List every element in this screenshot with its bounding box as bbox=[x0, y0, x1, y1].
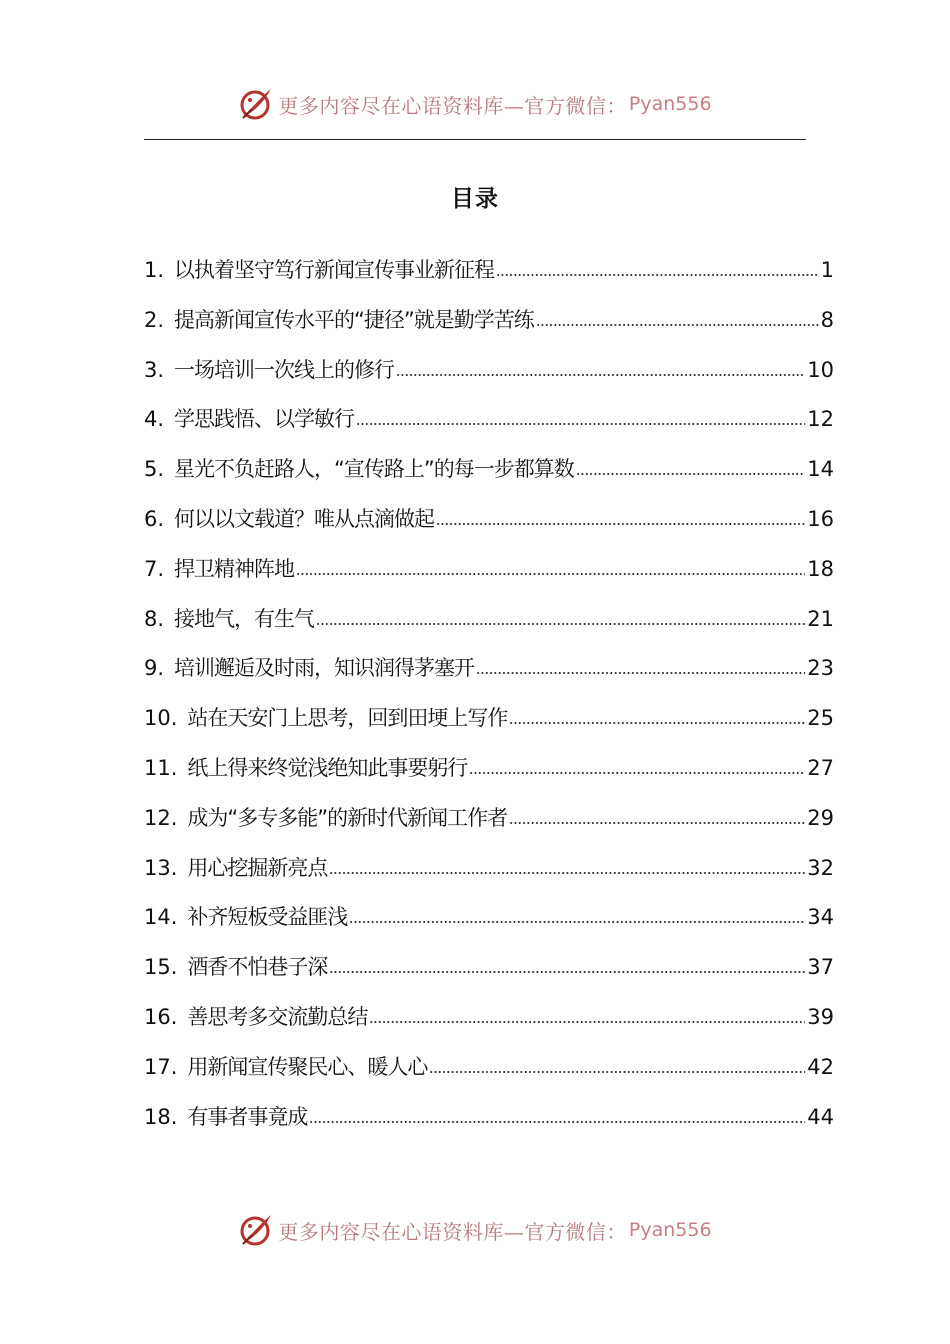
toc-entry-page-number: 21 bbox=[807, 606, 834, 631]
toc-entry-page-number: 10 bbox=[807, 357, 834, 382]
header-divider bbox=[144, 139, 806, 140]
toc-entry[interactable] bbox=[144, 552, 834, 602]
toc-entry-page-number: 39 bbox=[807, 1004, 834, 1029]
toc-entry-number: 7. bbox=[144, 556, 165, 581]
toc-entry-number: 14. bbox=[144, 905, 178, 930]
toc-entry-page-number: 27 bbox=[807, 755, 834, 780]
toc-entry-title: 培训邂逅及时雨，知识润得茅塞开 bbox=[174, 656, 475, 681]
toc-dot-leader bbox=[476, 672, 805, 674]
toc-dot-leader bbox=[369, 1021, 805, 1023]
toc-entry-page-number: 29 bbox=[807, 805, 834, 830]
toc-entry[interactable] bbox=[144, 950, 834, 1000]
toc-entry-page-number: 44 bbox=[807, 1104, 834, 1129]
toc-dot-leader bbox=[469, 772, 805, 774]
toc-entry-title: 以执着坚守笃行新闻宣传事业新征程 bbox=[174, 258, 495, 282]
toc-entry-title: 成为“多专多能”的新时代新闻工作者 bbox=[187, 805, 508, 830]
quill-logo-icon bbox=[238, 86, 274, 122]
toc-entry-title: 用心挖掘新亮点 bbox=[187, 855, 328, 880]
toc-entry-title: 何以以文载道？唯从点滴做起 bbox=[174, 506, 435, 531]
toc-entry-page-number: 34 bbox=[807, 905, 834, 930]
header-banner bbox=[0, 82, 950, 126]
toc-entry-number: 15. bbox=[144, 955, 178, 980]
toc-dot-leader bbox=[296, 573, 805, 575]
toc-dot-leader bbox=[496, 274, 819, 276]
toc-entry-number: 4. bbox=[144, 407, 165, 432]
toc-entry-title: 站在天安门上思考，回到田埂上写作 bbox=[187, 706, 508, 731]
toc-entry-page-number: 14 bbox=[807, 457, 834, 482]
header-banner-wechat-id: Pyan556 bbox=[628, 93, 712, 115]
toc-dot-leader bbox=[536, 324, 819, 326]
toc-entry-number: 16. bbox=[144, 1004, 178, 1029]
toc-entry-title: 善思考多交流勤总结 bbox=[187, 1004, 368, 1029]
footer-banner bbox=[0, 1208, 950, 1252]
toc-entry-page-number: 23 bbox=[807, 656, 834, 681]
toc-entry[interactable] bbox=[144, 452, 834, 502]
header-banner-text: 更多内容尽在心语资料库—官方微信： bbox=[278, 93, 627, 118]
toc-entry-page-number: 8 bbox=[820, 307, 834, 332]
toc-entry[interactable] bbox=[144, 651, 834, 701]
toc-dot-leader bbox=[509, 722, 805, 724]
toc-dot-leader bbox=[329, 872, 805, 874]
toc-entry[interactable] bbox=[144, 1100, 834, 1150]
toc-entry[interactable] bbox=[144, 1050, 834, 1100]
toc-entry[interactable] bbox=[144, 1000, 834, 1050]
toc-entry-title: 用新闻宣传聚民心、暖人心 bbox=[187, 1054, 428, 1079]
toc-entry-number: 1. bbox=[144, 258, 165, 282]
toc-entry-title: 补齐短板受益匪浅 bbox=[187, 905, 348, 930]
toc-entry[interactable] bbox=[144, 502, 834, 552]
toc-entry[interactable] bbox=[144, 851, 834, 901]
toc-title: 目录 bbox=[451, 186, 499, 212]
toc-dot-leader bbox=[429, 1071, 805, 1073]
toc-entry[interactable] bbox=[144, 801, 834, 851]
toc-entry-number: 17. bbox=[144, 1054, 178, 1079]
quill-logo-icon bbox=[238, 1212, 274, 1248]
toc-entry-number: 10. bbox=[144, 706, 178, 731]
toc-entry-title: 星光不负赶路人，“宣传路上”的每一步都算数 bbox=[174, 457, 574, 482]
toc-dot-leader bbox=[349, 921, 805, 923]
toc-entry[interactable] bbox=[144, 353, 834, 403]
toc-entry-number: 2. bbox=[144, 307, 165, 332]
toc-entry-number: 13. bbox=[144, 855, 178, 880]
toc-entry-page-number: 42 bbox=[807, 1054, 834, 1079]
toc-entry[interactable] bbox=[144, 900, 834, 950]
toc-entry-page-number: 32 bbox=[807, 855, 834, 880]
toc-entry[interactable] bbox=[144, 303, 834, 353]
footer-banner-wechat-id: Pyan556 bbox=[628, 1219, 712, 1241]
toc-entry-number: 8. bbox=[144, 606, 165, 631]
toc-entry-page-number: 37 bbox=[807, 955, 834, 980]
toc-entry-page-number: 1 bbox=[820, 258, 834, 282]
toc-dot-leader bbox=[329, 971, 805, 973]
toc-entry-title: 捍卫精神阵地 bbox=[174, 556, 295, 581]
toc-entry-page-number: 12 bbox=[807, 407, 834, 432]
toc-entry[interactable] bbox=[144, 402, 834, 452]
toc-entry-title: 有事者事竟成 bbox=[187, 1104, 308, 1129]
toc-entry[interactable] bbox=[144, 701, 834, 751]
toc-dot-leader bbox=[576, 473, 805, 475]
toc-entry-number: 9. bbox=[144, 656, 165, 681]
toc-entry[interactable] bbox=[144, 751, 834, 801]
toc-dot-leader bbox=[396, 374, 805, 376]
toc-entry-title: 学思践悟、以学敏行 bbox=[174, 407, 355, 432]
toc-dot-leader bbox=[356, 423, 805, 425]
toc-dot-leader bbox=[309, 1121, 805, 1123]
toc-entry-number: 3. bbox=[144, 357, 165, 382]
toc-entry-number: 5. bbox=[144, 457, 165, 482]
toc-entry-page-number: 18 bbox=[807, 556, 834, 581]
toc-entry-number: 12. bbox=[144, 805, 178, 830]
toc-entry[interactable] bbox=[144, 602, 834, 652]
toc-list bbox=[144, 253, 834, 1149]
toc-entry-number: 6. bbox=[144, 506, 165, 531]
toc-entry-number: 11. bbox=[144, 755, 178, 780]
toc-entry-title: 纸上得来终觉浅绝知此事要躬行 bbox=[187, 755, 468, 780]
toc-entry-page-number: 25 bbox=[807, 706, 834, 731]
toc-dot-leader bbox=[436, 523, 805, 525]
footer-banner-text: 更多内容尽在心语资料库—官方微信： bbox=[278, 1219, 627, 1244]
toc-entry-title: 接地气，有生气 bbox=[174, 606, 315, 631]
toc-entry[interactable] bbox=[144, 253, 834, 303]
toc-entry-title: 酒香不怕巷子深 bbox=[187, 955, 328, 980]
toc-entry-number: 18. bbox=[144, 1104, 178, 1129]
toc-entry-title: 一场培训一次线上的修行 bbox=[174, 357, 395, 382]
toc-dot-leader bbox=[509, 822, 805, 824]
toc-entry-title: 提高新闻宣传水平的“捷径”就是勤学苦练 bbox=[174, 307, 534, 332]
toc-entry-page-number: 16 bbox=[807, 506, 834, 531]
toc-dot-leader bbox=[316, 623, 805, 625]
